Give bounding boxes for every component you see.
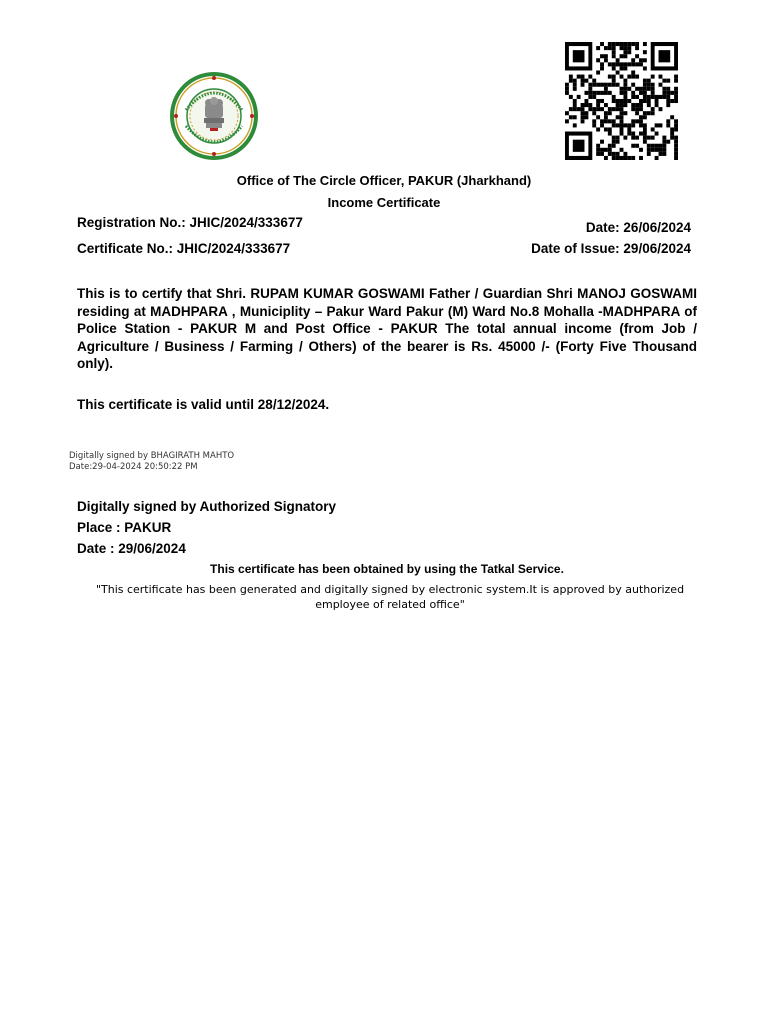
- certificate-number: Certificate No.: JHIC/2024/333677: [77, 241, 291, 256]
- tatkal-service-note: This certificate has been obtained by using the Tatkal Service.: [210, 562, 564, 576]
- jharkhand-emblem-icon: [168, 70, 260, 162]
- digital-signature-signer: Digitally signed by BHAGIRATH MAHTO: [69, 451, 235, 461]
- qr-code-icon: [565, 42, 678, 160]
- certificate-title: Income Certificate: [327, 195, 441, 210]
- electronic-signature-disclaimer: "This certificate has been generated and digitally signed by electronic system.It is approved by authorized employee of related office": [95, 583, 685, 611]
- registration-number: Registration No.: JHIC/2024/333677: [77, 215, 303, 230]
- digital-signature-stamp: [69, 451, 234, 473]
- place: Place : PAKUR: [77, 520, 172, 535]
- qr-code: [565, 42, 678, 160]
- office-title: Office of The Circle Officer, PAKUR (Jharkhand): [236, 173, 532, 188]
- digital-signature-date: Date:29-04-2024 20:50:22 PM: [69, 462, 198, 472]
- validity-statement: This certificate is valid until 28/12/2024.: [77, 397, 330, 412]
- certificate-body: This is to certify that Shri. RUPAM KUMAR GOSWAMI Father / Guardian Shri MANOJ GOSWAMI residing at MADHPARA , Municiplity – Pakur Ward Pakur (M) Ward No.8 Mohalla -MADHPARA of Police Station - PAKUR M and Post Office - PAKUR The total annual income (from Job / Agriculture / Business / Farming / Others) of the bearer is Rs. 45000 /- (Forty Five Thousand only).: [77, 286, 697, 372]
- authorized-signatory: Digitally signed by Authorized Signatory: [77, 499, 337, 514]
- date-of-issue: Date of Issue: 29/06/2024: [531, 241, 691, 256]
- signature-date: Date : 29/06/2024: [77, 541, 186, 556]
- government-seal: [168, 70, 260, 162]
- application-date: Date: 26/06/2024: [585, 220, 691, 235]
